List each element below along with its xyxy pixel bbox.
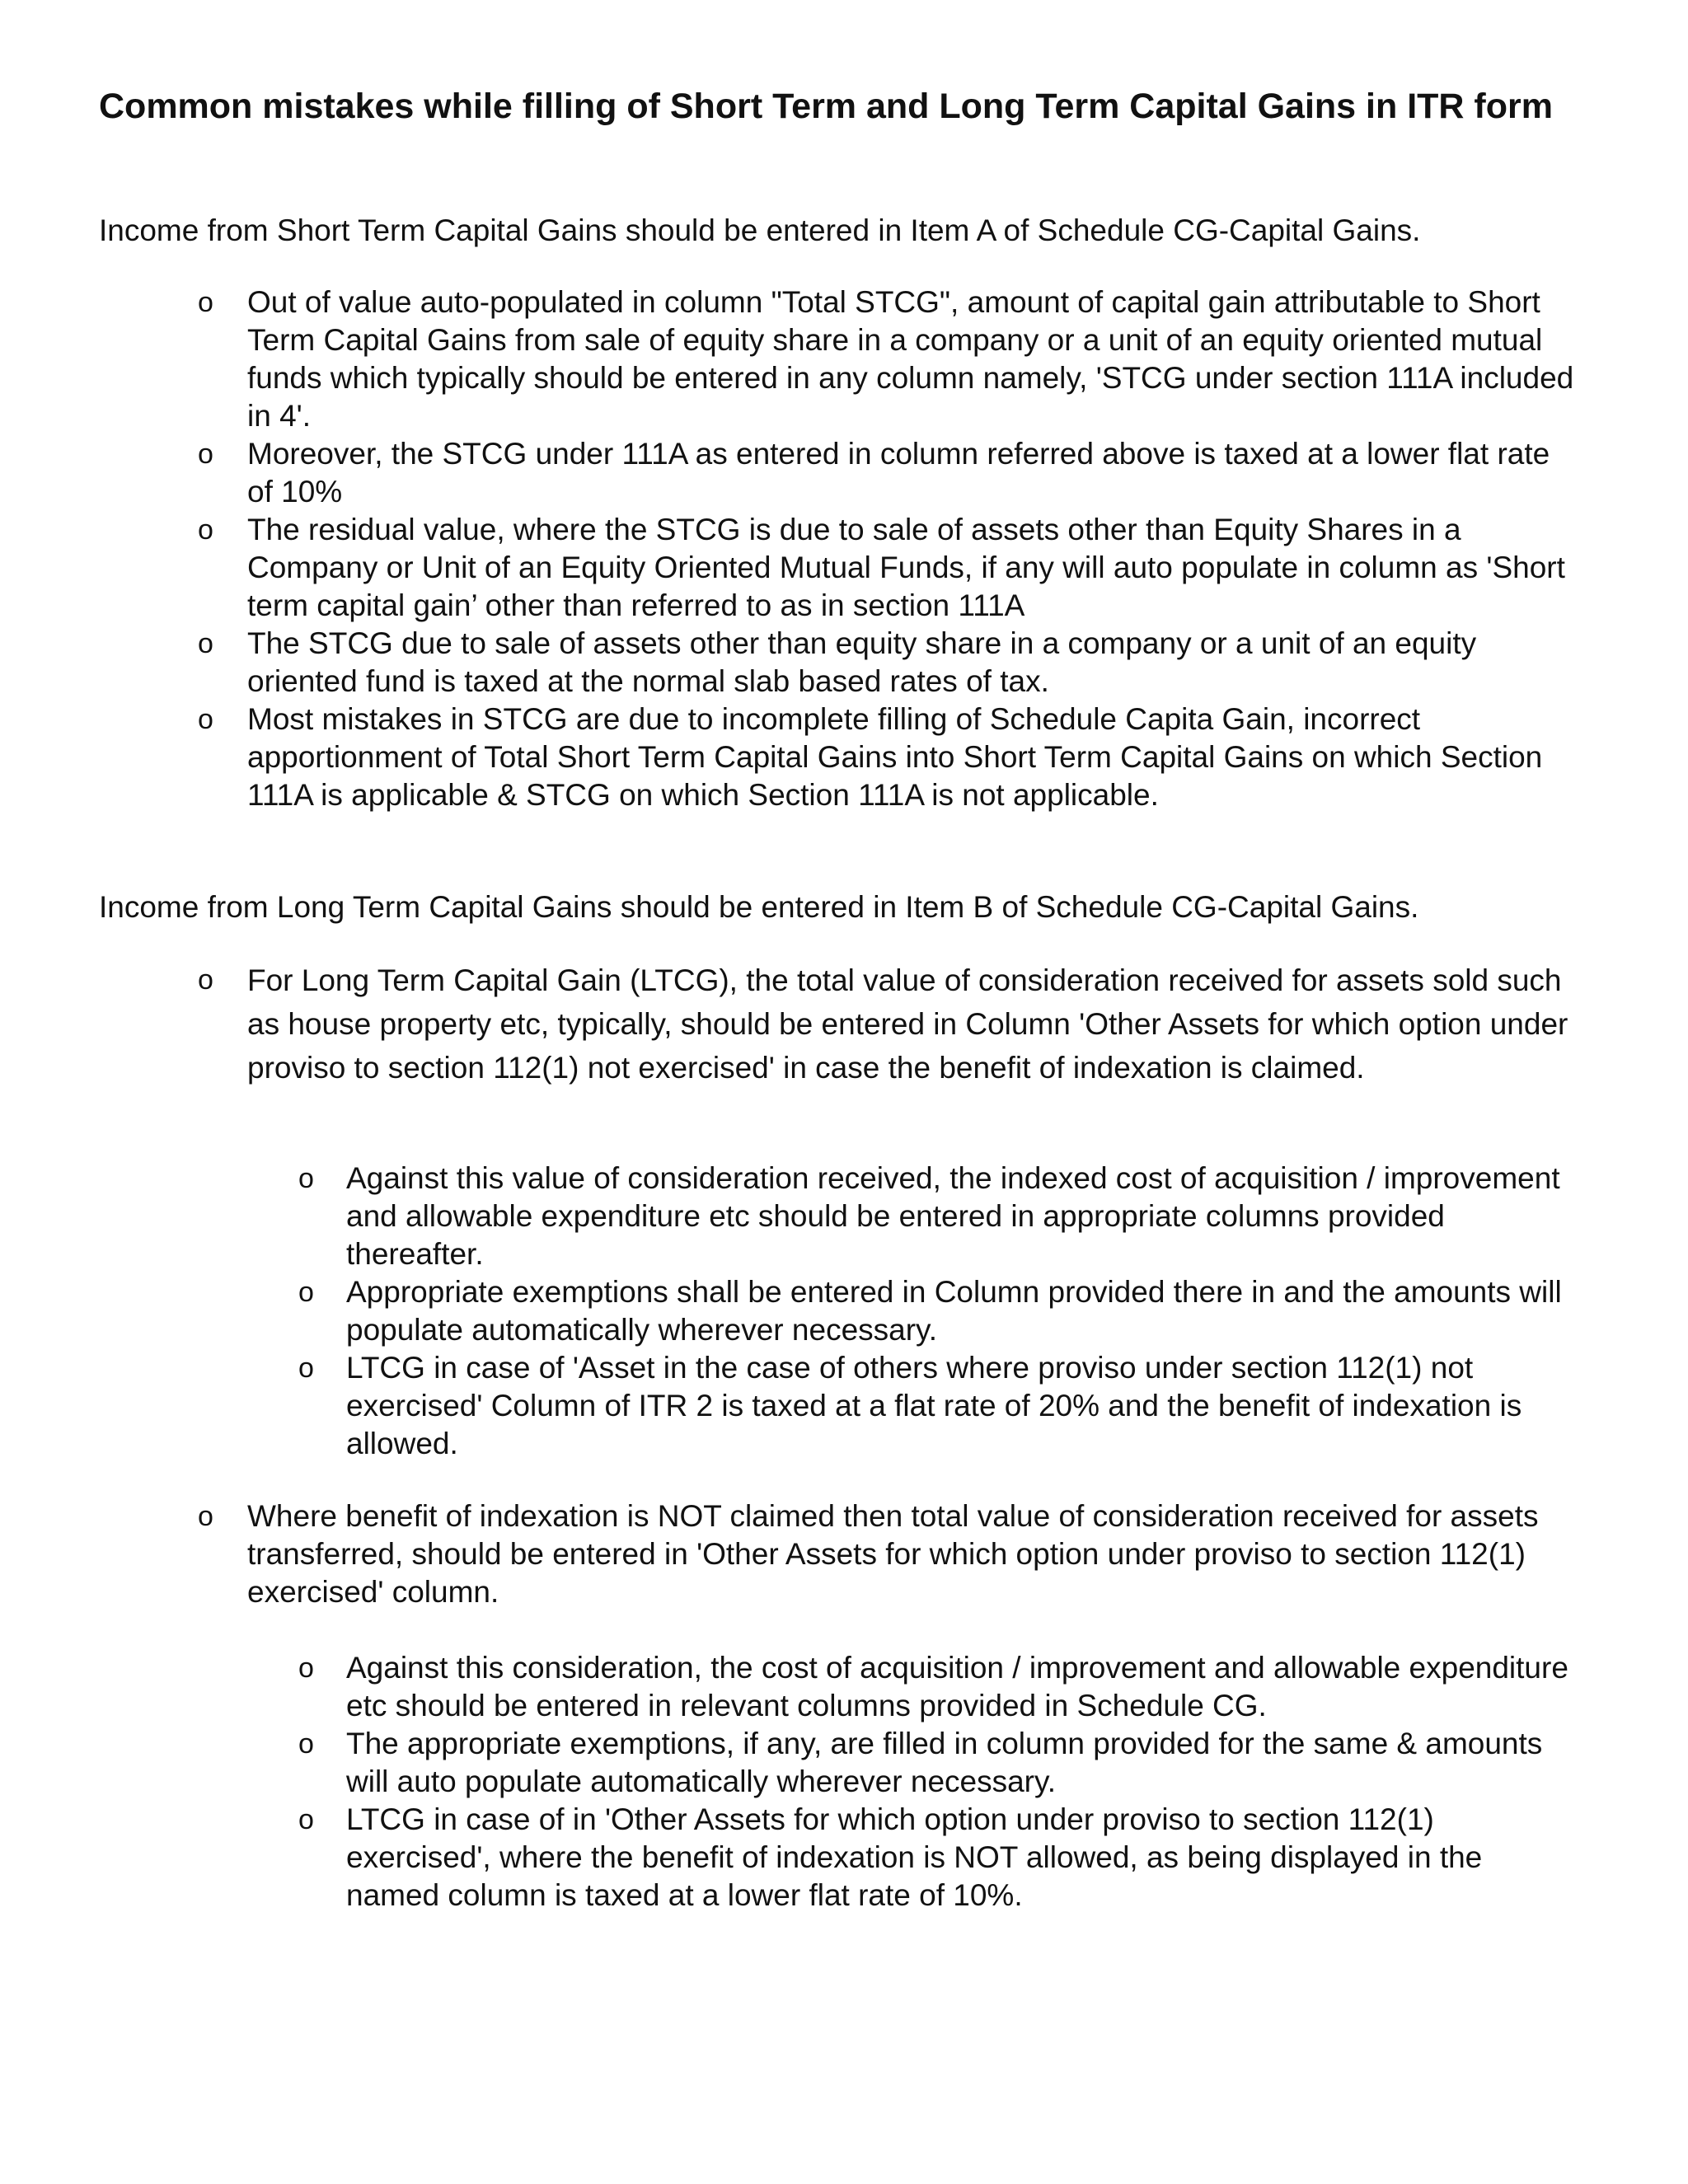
bullet-glyph: o xyxy=(298,1804,314,1835)
bullet-glyph: o xyxy=(198,287,213,318)
list-item: o Most mistakes in STCG are due to incomplete filling of Schedule Capita Gain, incorrect apportionment of Total Short Term Capital Gains into Short Term Capital Gains on which Section 111A is applicable & STCG on which Section 111A is not applicable. xyxy=(198,702,1543,812)
ltcg-indexation-claimed xyxy=(198,958,1582,1090)
bullet-glyph: o xyxy=(198,704,213,735)
ltcg-indexation-claimed-subitems xyxy=(298,1160,1582,1463)
list-item: o Against this value of consideration received, the indexed cost of acquisition / improvement and allowable expenditure etc should be entered in appropriate columns provided thereafter. xyxy=(298,1161,1560,1271)
bullet-glyph: o xyxy=(298,1728,314,1760)
list-item: o Against this consideration, the cost of acquisition / improvement and allowable expenditure etc should be entered in relevant columns provided in Schedule CG. xyxy=(298,1651,1568,1722)
bullet-glyph: o xyxy=(198,964,213,996)
bullet-glyph: o xyxy=(198,628,213,659)
bullet-glyph: o xyxy=(198,1501,213,1532)
bullet-glyph: o xyxy=(198,438,213,470)
list-item: o Where benefit of indexation is NOT claimed then total value of consideration received for assets transferred, should be entered in 'Other Assets for which option under proviso to section 112(1) exercised' column. xyxy=(198,1499,1539,1609)
list-item: o Appropriate exemptions shall be entered in Column provided there in and the amounts will populate automatically wherever necessary. xyxy=(298,1275,1562,1347)
bullet-glyph: o xyxy=(298,1277,314,1308)
list-item: o LTCG in case of in 'Other Assets for which option under proviso to section 112(1) exercised', where the benefit of indexation is NOT allowed, as being displayed in the named column is taxed at a lower flat rate of 10%. xyxy=(298,1802,1483,1912)
list-item: o The appropriate exemptions, if any, are filled in column provided for the same & amounts will auto populate automatically wherever necessary. xyxy=(298,1727,1543,1798)
bullet-glyph: o xyxy=(298,1352,314,1384)
ltcg-indexation-not-claimed xyxy=(198,1497,1582,1611)
list-item: o Out of value auto-populated in column "Total STCG", amount of capital gain attributable to Short Term Capital Gains from sale of equity share in a company or a unit of an equity oriented mutual funds which typically should be entered in any column namely, 'STCG under section 111A included in 4'. xyxy=(198,285,1574,433)
bullet-glyph: o xyxy=(198,514,213,546)
page-title: Common mistakes while filling of Short Term and Long Term Capital Gains in ITR form xyxy=(99,87,1553,126)
ltcg-intro: Income from Long Term Capital Gains should be entered in Item B of Schedule CG-Capital Gains. xyxy=(99,890,1419,924)
bullet-glyph: o xyxy=(298,1163,314,1194)
bullet-glyph: o xyxy=(298,1652,314,1684)
list-item: o The residual value, where the STCG is due to sale of assets other than Equity Shares in a Company or Unit of an Equity Oriented Mutual Funds, if any will auto populate in column as 'Short term capital gain’ other than referred to as in section 111A xyxy=(198,513,1565,622)
list-item: o The STCG due to sale of assets other than equity share in a company or a unit of an equity oriented fund is taxed at the normal slab based rates of tax. xyxy=(198,626,1477,698)
list-item: o LTCG in case of 'Asset in the case of others where proviso under section 112(1) not exercised' Column of ITR 2 is taxed at a flat rate of 20% and the benefit of indexation is allowed. xyxy=(298,1351,1522,1460)
stcg-intro: Income from Short Term Capital Gains should be entered in Item A of Schedule CG-Capital Gains. xyxy=(99,213,1421,247)
list-item: o For Long Term Capital Gain (LTCG), the total value of consideration received for assets sold such as house property etc, typically, should be entered in Column 'Other Assets for which option under proviso to section 112(1) not exercised' in case the benefit of indexation is claimed. xyxy=(247,958,1582,1090)
list-item: o Moreover, the STCG under 111A as entered in column referred above is taxed at a lower flat rate of 10% xyxy=(198,437,1550,509)
stcg-list xyxy=(198,284,1582,814)
ltcg-indexation-not-claimed-subitems xyxy=(298,1649,1582,1915)
